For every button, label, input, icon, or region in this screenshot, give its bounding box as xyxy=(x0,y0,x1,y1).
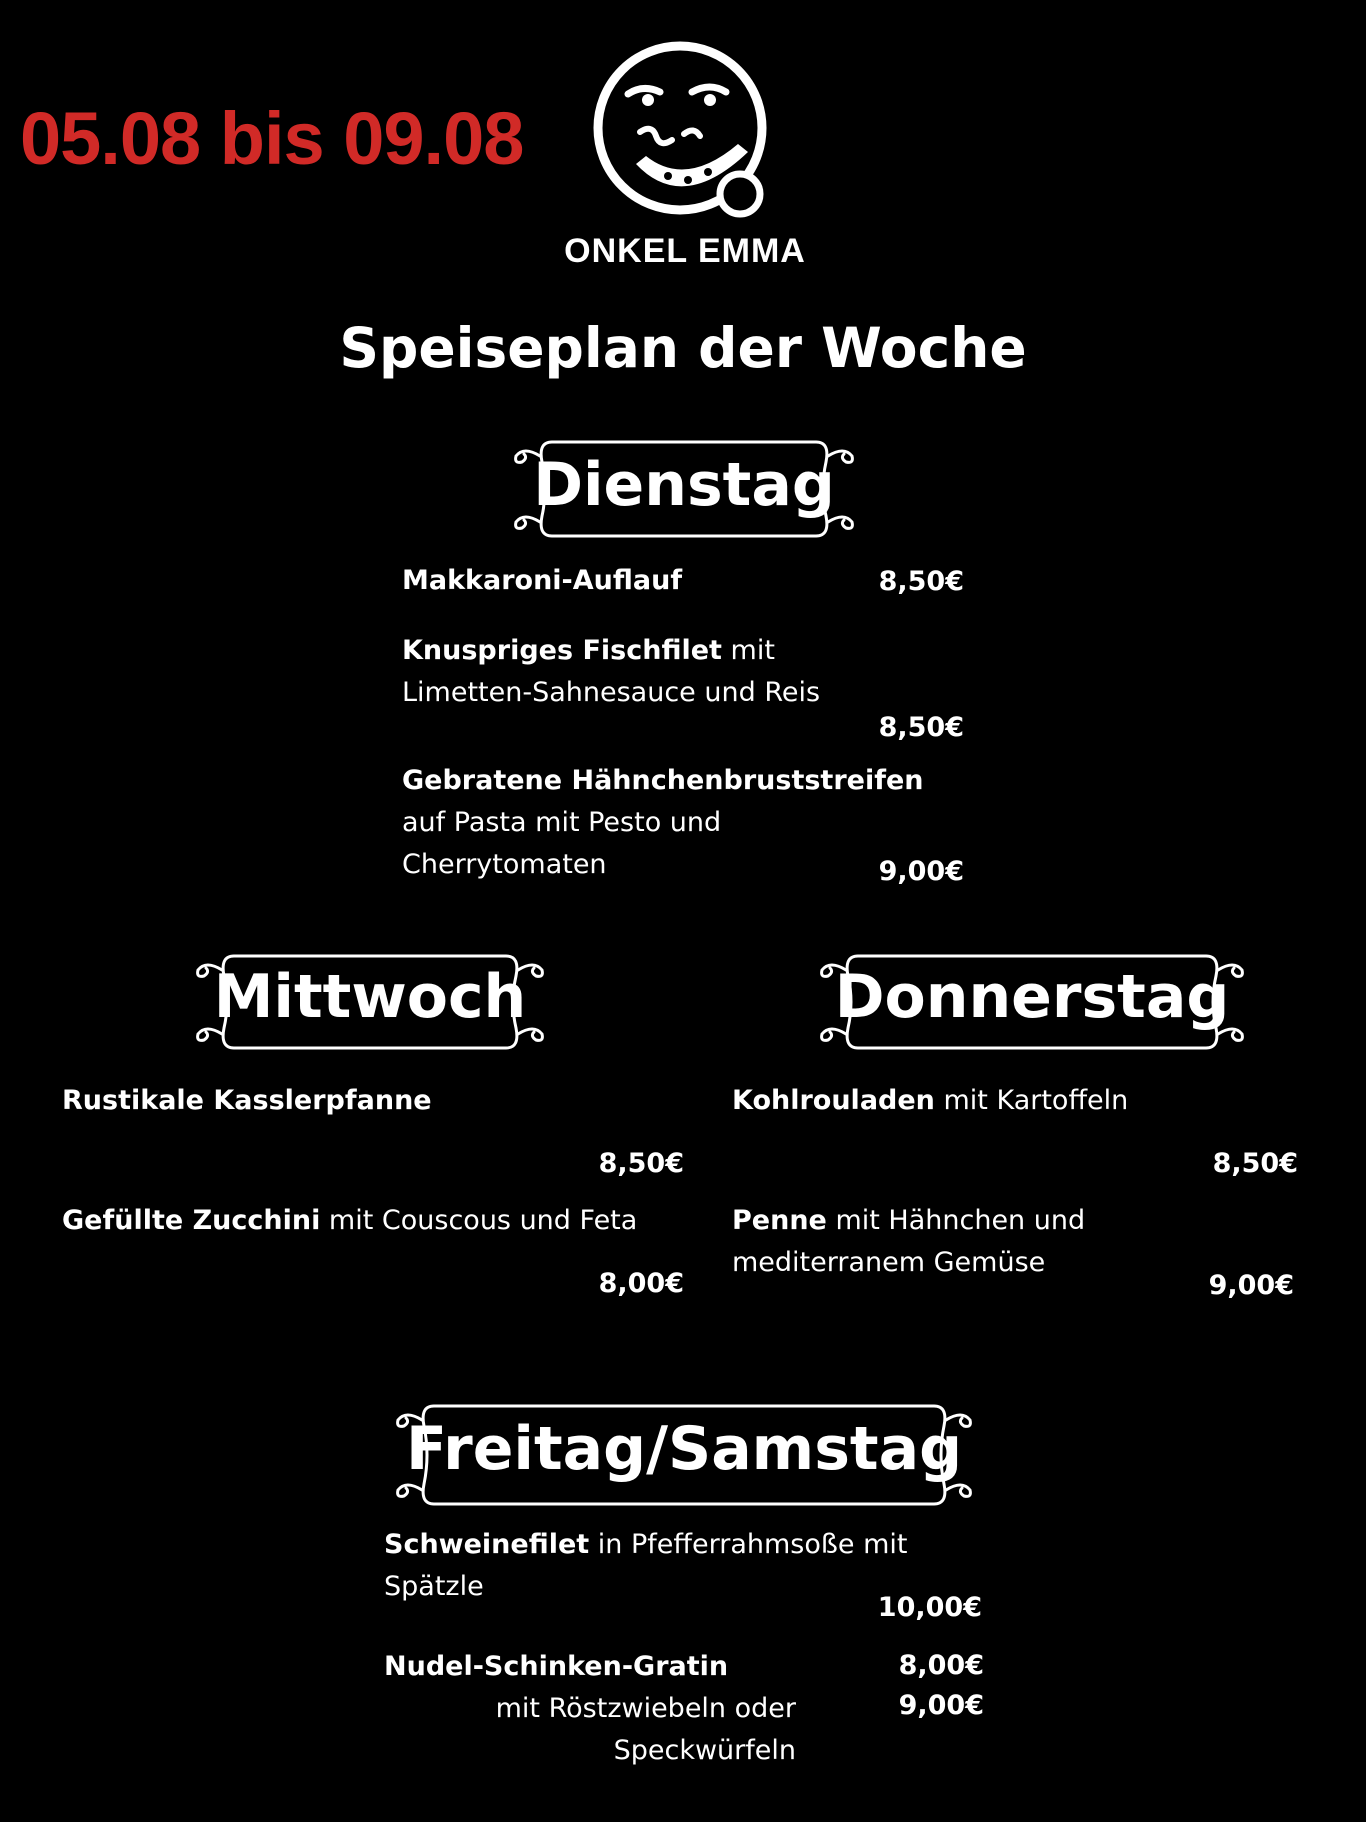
day-label-donnerstag: Donnerstag xyxy=(834,962,1230,1032)
dish-kohlrouladen: Kohlrouladen mit Kartoffeln xyxy=(732,1085,1129,1116)
dish-gratin-desc: mit Röstzwiebeln oder Speckwürfeln xyxy=(495,1693,796,1766)
dish-kasslerpfanne-name: Rustikale Kasslerpfanne xyxy=(62,1085,432,1116)
dish-gratin-name: Nudel-Schinken-Gratin xyxy=(384,1651,729,1682)
day-label-mittwoch: Mittwoch xyxy=(213,962,527,1032)
day-label-freitag: Freitag/Samstag xyxy=(405,1414,963,1484)
dish-penne: Penne mit Hähnchen und mediterranem Gemüse xyxy=(732,1205,1086,1278)
date-range: 05.08 bis 09.08 xyxy=(20,97,524,180)
dish-penne-price: 9,00€ xyxy=(1208,1270,1294,1301)
dish-gratin-price-2: 9,00€ xyxy=(898,1690,984,1721)
dish-zucchini: Gefüllte Zucchini mit Couscous und Feta xyxy=(62,1205,638,1236)
dish-schweinefilet-price: 10,00€ xyxy=(877,1592,982,1623)
dish-kasslerpfanne-price: 8,50€ xyxy=(598,1148,684,1179)
dish-fischfilet-price: 8,50€ xyxy=(878,712,964,743)
dish-schweinefilet: Schweinefilet in Pfefferrahmsoße mit Spätzle xyxy=(384,1529,908,1602)
dish-haehnchen-price: 9,00€ xyxy=(878,856,964,887)
day-dienstag-header xyxy=(502,436,866,542)
day-mittwoch-header xyxy=(184,950,556,1054)
dish-makkaroni-price: 8,50€ xyxy=(878,566,964,597)
day-label-dienstag: Dienstag xyxy=(533,450,835,520)
dish-haehnchen: Gebratene Hähnchenbruststreifen auf Pasta mit Pesto und Cherrytomaten xyxy=(402,765,924,880)
dish-gratin-price-1: 8,00€ xyxy=(898,1650,984,1681)
dish-zucchini-price: 8,00€ xyxy=(598,1268,684,1299)
dish-fischfilet: Knuspriges Fischfilet mit Limetten-Sahnesauce und Reis xyxy=(402,635,821,708)
day-donnerstag-header xyxy=(808,950,1256,1054)
page-title: Speiseplan der Woche xyxy=(339,316,1027,380)
smiling-face-eating-watermelon-logo-icon xyxy=(588,36,778,226)
brand-name: ONKEL EMMA xyxy=(564,232,806,270)
day-freitag-header xyxy=(384,1400,984,1510)
dish-makkaroni-name: Makkaroni-Auflauf xyxy=(402,565,683,596)
dish-kohlrouladen-price: 8,50€ xyxy=(1212,1148,1298,1179)
